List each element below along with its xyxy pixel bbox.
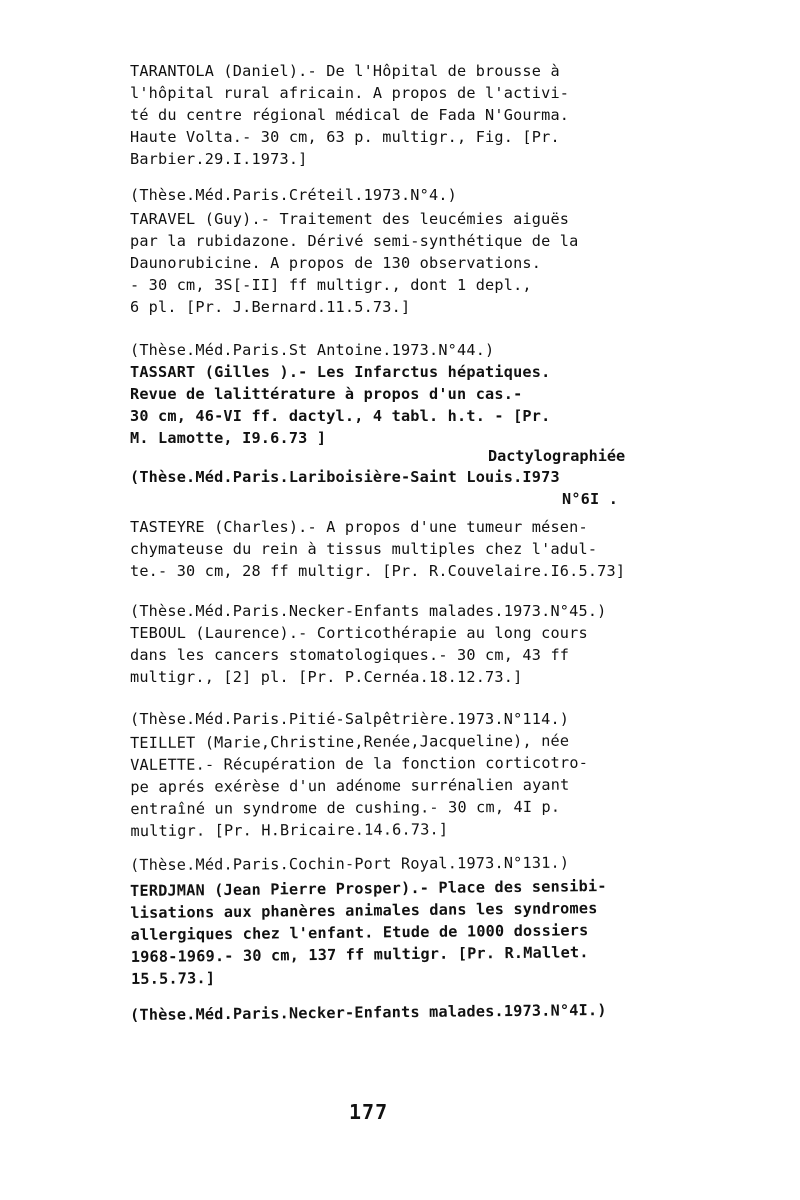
entry-location: (Thèse.Méd.Paris.St Antoine.1973.N°44.) [130,341,495,359]
entry-line: Daunorubicine. A propos de 130 observations. [130,254,542,272]
bibliography-entry [130,729,691,842]
bibliography-entry [130,361,690,449]
entry-line: Barbier.29.I.1973.] [130,150,308,168]
entry-line: lisations aux phanères animales dans les syndromes [130,899,598,922]
entry-line: 30 cm, 46-VI ff. dactyl., 4 tabl. h.t. - [Pr. [130,407,551,425]
entry-line: TERDJMAN (Jean Pierre Prosper).- Place des sensibi- [130,877,607,900]
entry-note: Dactylographiée [488,447,626,465]
entry-line: TASTEYRE (Charles).- A propos d'une tumeur mésen- [130,518,588,536]
entry-line: - 30 cm, 3S[-II] ff multigr., dont 1 depl., [130,276,532,294]
entry-location: (Thèse.Méd.Paris.Pitié-Salpêtrière.1973.N°114.) [130,710,570,728]
entry-line: multigr., [2] pl. [Pr. P.Cernéa.18.12.73.] [130,668,523,686]
bibliography-entry [130,60,690,170]
page-number: 177 [349,1100,389,1124]
bibliography-entry [130,208,690,318]
entry-line: VALETTE.- Récupération de la fonction corticotro- [130,753,589,774]
entry-location: (Thèse.Méd.Paris.Lariboisière-Saint Louis.I973 [130,468,560,486]
entry-line: entraîné un syndrome de cushing.- 30 cm, 4I p. [130,797,561,818]
entry-line: multigr. [Pr. H.Bricaire.14.6.73.] [130,820,449,840]
entry-line: l'hôpital rural africain. A propos de l'activi- [130,84,570,102]
bibliography-entry [130,874,691,990]
entry-line: par la rubidazone. Dérivé semi-synthétique de la [130,232,579,250]
entry-line: te.- 30 cm, 28 ff multigr. [Pr. R.Couvelaire.I6.5.73] [130,562,626,580]
entry-line: 15.5.73.] [130,969,216,988]
entry-line: TARANTOLA (Daniel).- De l'Hôpital de brousse à [130,62,560,80]
entry-line: dans les cancers stomatologiques.- 30 cm, 43 ff [130,646,570,664]
bibliography-entry [130,622,690,688]
entry-line: Revue de lalittérature à propos d'un cas.- [130,385,523,403]
entry-line: TARAVEL (Guy).- Traitement des leucémies aiguës [130,210,570,228]
entry-line: allergiques chez l'enfant. Etude de 1000 dossiers [130,921,589,944]
entry-line: M. Lamotte, I9.6.73 ] [130,429,327,447]
entry-line: chymateuse du rein à tissus multiples chez l'adul- [130,540,598,558]
bibliography-entry [130,516,690,582]
entry-line: TASSART (Gilles ).- Les Infarctus hépatiques. [130,363,551,381]
entry-line: 6 pl. [Pr. J.Bernard.11.5.73.] [130,298,411,316]
entry-location: (Thèse.Méd.Paris.Créteil.1973.N°4.) [130,186,458,204]
entry-line: TEILLET (Marie,Christine,Renée,Jacqueline), née [130,731,570,752]
entry-line: té du centre régional médical de Fada N'Gourma. [130,106,570,124]
entry-location: (Thèse.Méd.Paris.Cochin-Port Royal.1973.N°131.) [130,853,570,874]
entry-location: (Thèse.Méd.Paris.Necker-Enfants malades.1973.N°4I.) [130,1001,607,1024]
entry-location: (Thèse.Méd.Paris.Necker-Enfants malades.1973.N°45.) [130,602,607,620]
entry-line: 1968-1969.- 30 cm, 137 ff multigr. [Pr. R.Mallet. [130,943,589,966]
entry-line: TEBOUL (Laurence).- Corticothérapie au long cours [130,624,588,642]
entry-line: Haute Volta.- 30 cm, 63 p. multigr., Fig. [Pr. [130,128,560,146]
entry-line: pe aprés exérèse d'un adénome surrénalien ayant [130,775,570,796]
entry-location-number: N°6I . [562,490,619,508]
